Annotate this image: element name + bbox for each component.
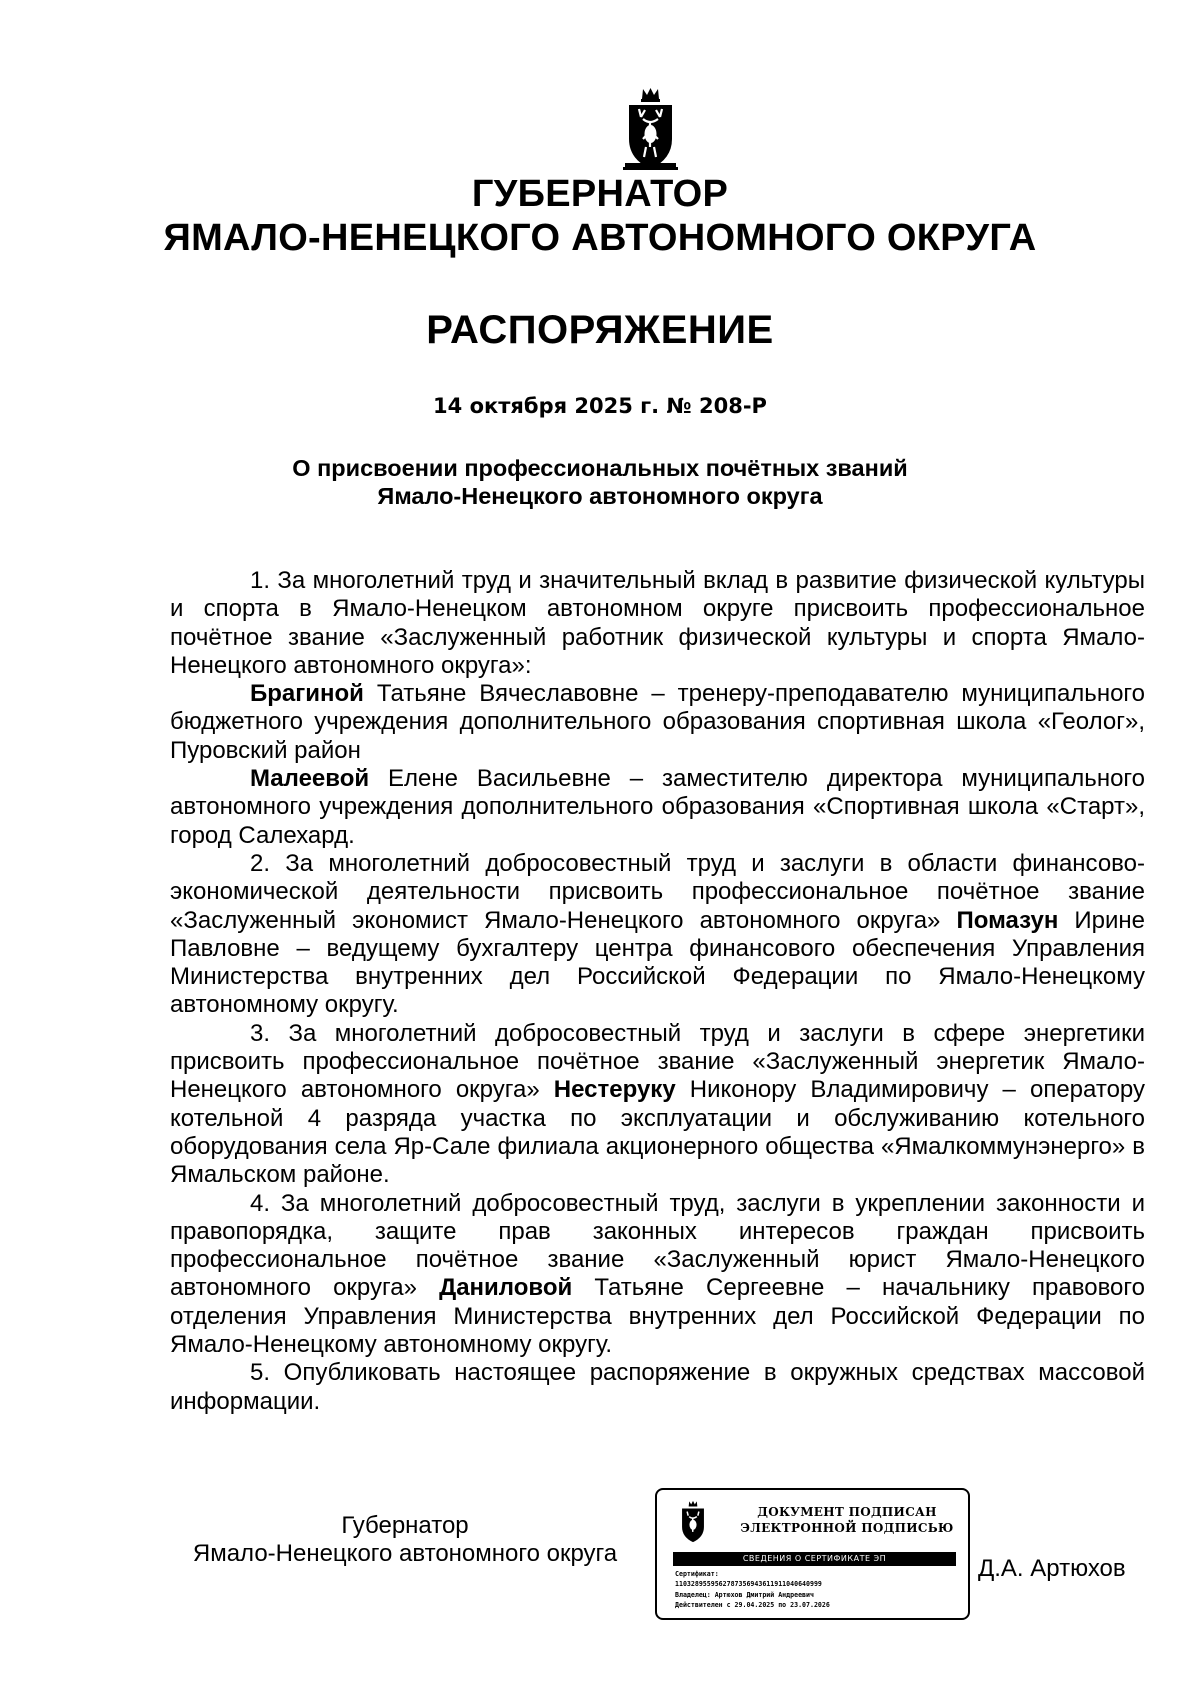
certificate-details <box>675 1569 965 1610</box>
stamp-heading-line-1: ДОКУМЕНТ ПОДПИСАН <box>757 1505 937 1519</box>
paragraph-5: 5. Опубликовать настоящее распоряжение в окружных средствах массовой информации. <box>170 1359 1145 1415</box>
signatory-name: Д.А. Артюхов <box>978 1555 1126 1582</box>
authority-line-2: ЯМАЛО-НЕНЕЦКОГО АВТОНОМНОГО ОКРУГА <box>163 217 1037 259</box>
coat-of-arms-icon <box>679 1500 707 1544</box>
signatory-title-line-2: Ямало-Ненецкого автономного округа <box>192 1540 618 1568</box>
certificate-owner: Владелец: Артюхов Дмитрий Андреевич <box>675 1590 814 1599</box>
date-and-number: 14 октября 2025 г. № 208-Р <box>433 394 767 418</box>
certificate-label: Сертификат: <box>675 1570 719 1578</box>
awardee-name: Малеевой <box>250 765 370 793</box>
awardee-details: Елене Васильевне – заместителю директора муниципального автономного учреждения дополнительного образования «Спортивная школа «Старт», город Салехард. <box>170 765 1145 849</box>
awardee-name: Даниловой <box>439 1274 573 1302</box>
awardee-name: Нестеруку <box>553 1076 676 1104</box>
awardee-name: Брагиной <box>250 680 364 708</box>
document-title <box>150 454 1050 510</box>
authority-line-1: ГУБЕРНАТОР <box>471 173 729 215</box>
signatory-title-line-1: Губернатор <box>341 1512 469 1539</box>
issuing-authority <box>0 172 1200 260</box>
paragraph-3 <box>170 1020 1145 1190</box>
title-line-2: Ямало-Ненецкого автономного округа <box>377 483 823 509</box>
stamp-heading <box>732 1504 962 1536</box>
awardee-details: Никонору Владимировичу – оператору котельной 4 разряда участка по эксплуатации и обслуживанию котельного оборудования села Яр-Сале филиала акционерного общества «Ямалкоммунэнерго» в Ямальском районе. <box>170 1076 1145 1189</box>
stamp-heading-line-2: ЭЛЕКТРОННОЙ ПОДПИСЬЮ <box>740 1521 954 1535</box>
paragraph-1a <box>170 680 1145 765</box>
certificate-info-bar: СВЕДЕНИЯ О СЕРТИФИКАТЕ ЭП <box>673 1552 956 1566</box>
paragraph-1: 1. За многолетний труд и значительный вклад в развитие физической культуры и спорта в Ямало-Ненецком автономном округе присвоить профессиональное почётное звание «Заслуженный работник физической культуры и спорта Ямало-Ненецкого автономного округа»: <box>170 567 1145 679</box>
awardee-details: Ирине Павловне – ведущему бухгалтеру центра финансового обеспечения Управления Министерства внутренних дел Российской Федерации по Ямало-Ненецкому автономному округу. <box>170 906 1145 1019</box>
signatory-title <box>160 1512 650 1569</box>
awardee-details: Татьяне Вячеславовне – тренеру-преподавателю муниципального бюджетного учреждения дополнительного образования спортивная школа «Геолог», Пуровский район <box>170 680 1145 764</box>
paragraph-1b <box>170 765 1145 850</box>
certificate-validity: Действителен с 29.04.2025 по 23.07.2026 <box>675 1600 830 1609</box>
paragraph-4 <box>170 1190 1145 1360</box>
certificate-number: 1103289559562787356943611911040640999 <box>675 1580 822 1589</box>
paragraph-text: 3. За многолетний добросовестный труд и заслуги в сфере энергетики присвоить профессиональное почётное звание «Заслуженный энергетик Ямало-Ненецкого автономного округа» <box>170 1019 1145 1104</box>
coat-of-arms-icon <box>623 87 678 172</box>
document-type: РАСПОРЯЖЕНИЕ <box>426 308 774 352</box>
paragraph-text: 4. За многолетний добросовестный труд, заслуги в укреплении законности и правопорядка, защите прав законных интересов граждан присвоить профессиональное почётное звание «Заслуженный юрист Ямало-Ненецкого автономного округа» <box>170 1189 1145 1302</box>
awardee-name: Помазун <box>956 906 1059 934</box>
title-line-1: О присвоении профессиональных почётных званий <box>292 455 908 481</box>
paragraph-2 <box>170 850 1145 1020</box>
electronic-signature-stamp <box>655 1488 970 1620</box>
document-body <box>170 567 1145 1416</box>
awardee-details: Татьяне Сергеевне – начальнику правового отделения Управления Министерства внутренних дел Российской Федерации по Ямало-Ненецкому автономному округу. <box>170 1274 1145 1359</box>
paragraph-text: 2. За многолетний добросовестный труд и заслуги в области финансово-экономической деятельности присвоить профессиональное почётное звание «Заслуженный экономист Ямало-Ненецкого автономного округа» <box>170 849 1145 934</box>
